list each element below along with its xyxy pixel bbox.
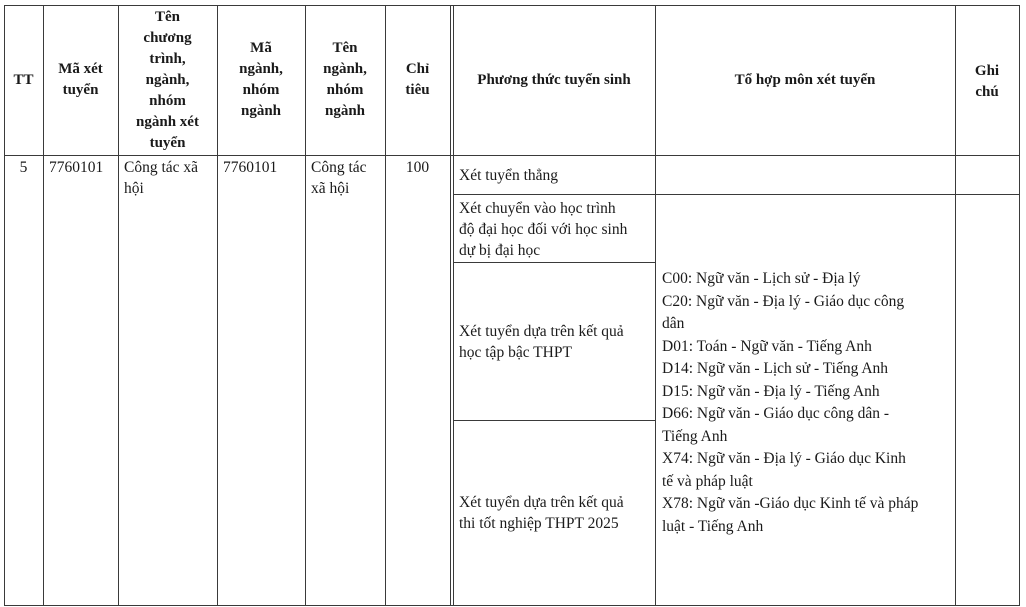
combination-line: tế và pháp luật [662, 472, 753, 490]
header-to-hop: Tổ hợp môn xét tuyển [734, 71, 876, 88]
header-chi-tieu: Chỉ tiêu [405, 61, 430, 98]
method-thi-tot-nghiep: Xét tuyển dựa trên kết quả thi tốt nghiệp THPT 2025 [459, 494, 624, 532]
header-ten-chuong-trinh: Tên chương trình, ngành, nhóm ngành xét tuyển [136, 8, 199, 151]
combination-line: D01: Toán - Ngữ văn - Tiếng Anh [662, 337, 872, 355]
combination-line: luật - Tiếng Anh [662, 517, 764, 535]
cell-ma-xet-tuyen: 7760101 [49, 159, 104, 176]
header-ma-xet-tuyen: Mã xét tuyển [58, 61, 103, 98]
combination-line: C20: Ngữ văn - Địa lý - Giáo dục công [662, 292, 905, 310]
header-ghi-chu: Ghi chú [974, 63, 1000, 100]
header-ten-nganh: Tên ngành, nhóm ngành [323, 40, 367, 119]
combination-line: D14: Ngữ văn - Lịch sử - Tiếng Anh [662, 360, 889, 377]
cell-chi-tieu: 100 [405, 159, 430, 176]
method-hoc-ba-thpt: Xét tuyển dựa trên kết quả học tập bậc THPT [459, 322, 624, 361]
method-divider-1 [453, 194, 1020, 195]
combination-line: C00: Ngữ văn - Lịch sử - Địa lý [662, 270, 861, 287]
header-tt: TT [13, 71, 34, 88]
combination-line: X78: Ngữ văn -Giáo dục Kinh tế và pháp [662, 495, 919, 512]
subject-combinations [656, 268, 955, 538]
col-divider-chi-tieu [450, 5, 451, 606]
method-du-bi-dai-hoc: Xét chuyển vào học trình độ đại học đối với học sinh dự bị đại học [459, 200, 628, 259]
cell-ten-chuong-trinh: Công tác xã hội [124, 159, 199, 197]
cell-ten-nganh: Công tác xã hội [311, 159, 367, 197]
table-border-bottom [4, 605, 1020, 606]
cell-ghi-chu [955, 156, 1019, 194]
header-ma-nganh: Mã ngành, nhóm ngành [239, 40, 283, 119]
combination-line: D66: Ngữ văn - Giáo dục công dân - [662, 405, 890, 422]
cell-tt: 5 [19, 159, 28, 176]
method-xet-tuyen-thang: Xét tuyển thẳng [459, 166, 559, 184]
cell-ma-nganh: 7760101 [223, 159, 278, 176]
combination-line: X74: Ngữ văn - Địa lý - Giáo dục Kinh [662, 450, 906, 467]
header-phuong-thuc: Phương thức tuyển sinh [477, 71, 631, 88]
combination-line: Tiếng Anh [662, 427, 728, 445]
table-border-right [1019, 5, 1020, 606]
combination-line: D15: Ngữ văn - Địa lý - Tiếng Anh [662, 382, 880, 400]
combination-line: dân [662, 315, 685, 332]
